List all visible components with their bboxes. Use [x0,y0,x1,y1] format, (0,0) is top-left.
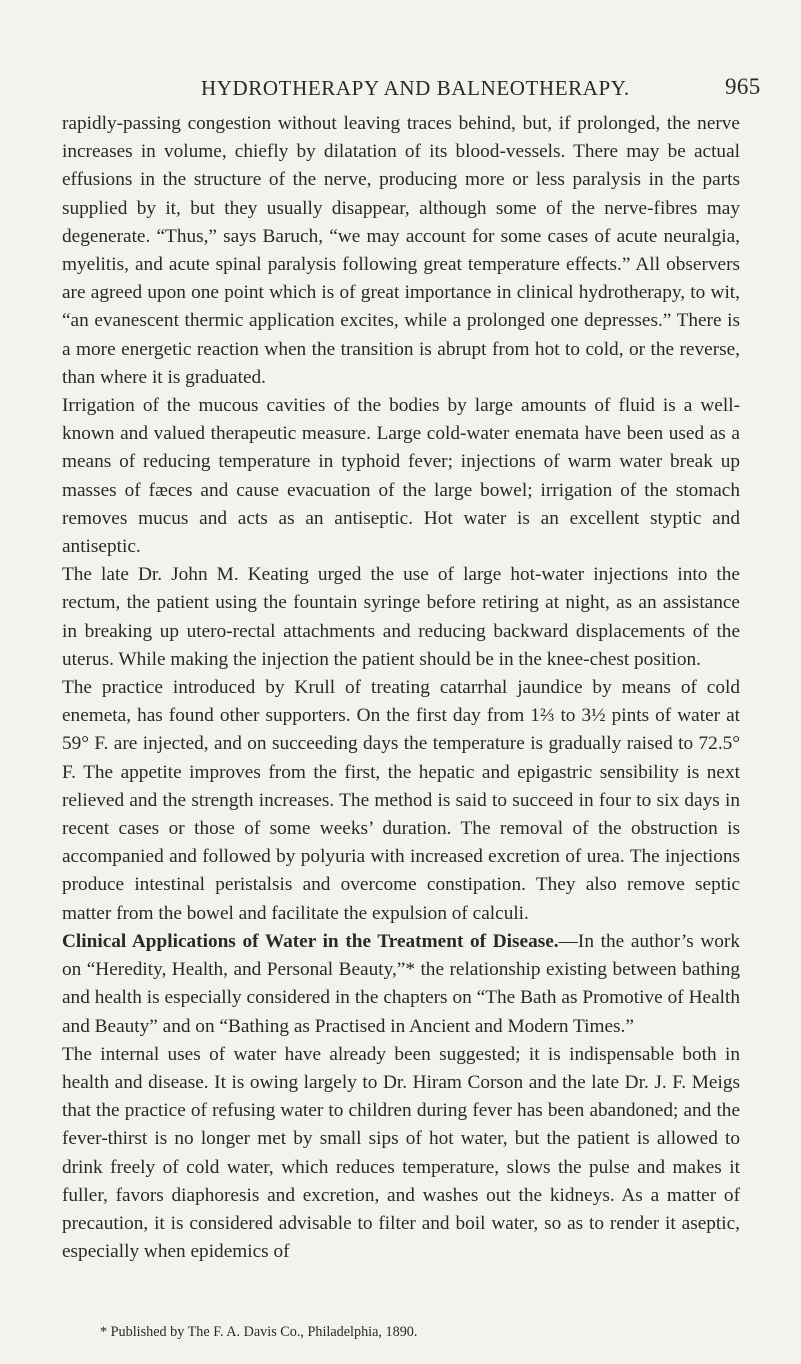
paragraph-keating: The late Dr. John M. Keating urged the use of large hot-water injections into the rectum, the patient using the fountain syringe before retiring at night, as an assistance in breaking up utero-rectal attachments and reducing backward displacements of the uterus. While making the injection the patient should be in the knee-chest position. [62,564,740,670]
body-text [62,110,740,1266]
paragraph-krull: The practice introduced by Krull of treating catarrhal jaundice by means of cold enemeta, has found other supporters. On the first day from 1⅔ to 3½ pints of water at 59° F. are injected, and on succeeding days the temperature is gradually raised to 72.5° F. The appetite improves from the first, the hepatic and epigastric sensibility is next relieved and the strength increases. The method is said to succeed in four to six days in recent cases or those of some weeks’ duration. The removal of the obstruction is accompanied and followed by polyuria with increased excretion of urea. The injections produce intestinal peristalsis and overcome constipation. They also remove septic matter from the bowel and facilitate the expulsion of calculi. [62,677,740,924]
footnote: * Published by The F. A. Davis Co., Philadelphia, 1890. [100,1324,418,1340]
page-number: 965 [725,74,761,99]
paragraph-irrigation: Irrigation of the mucous cavities of the bodies by large amounts of fluid is a well-known and valued therapeutic measure. Large cold-water enemata have been used as a means of reducing temperature in typhoid fever; injections of warm water break up masses of fæces and cause evacuation of the large bowel; irrigation of the stomach removes mucus and acts as an antiseptic. Hot water is an excellent styptic and antiseptic. [62,395,740,558]
running-head: HYDROTHERAPY AND BALNEOTHERAPY. [201,76,630,100]
section-heading: Clinical Applications of Water in the Treatment of Disease. [62,930,559,952]
paragraph-internal-uses: The internal uses of water have already been suggested; it is indispensable both in health and disease. It is owing largely to Dr. Hiram Corson and the late Dr. J. F. Meigs that the practice of refusing water to children during fever has been abandoned; and the fever-thirst is no longer met by small sips of hot water, but the patient is allowed to drink freely of cold water, which reduces temperature, slows the pulse and makes it fuller, favors diaphoresis and excretion, and washes out the kidneys. As a matter of precaution, it is considered advisable to filter and boil water, so as to render it aseptic, especially when epidemics of [62,1043,740,1263]
section-heading-text: —In the author’s work on “Heredity, Health, and Personal Beauty,”* the relationship existing between bathing and health is especially considered in the chapters on “The Bath as Promotive of Health and Beauty” and on “Bathing as Practised in Ancient and Modern Times.” [62,930,740,1037]
paragraph-clinical-applications [62,928,740,1041]
paragraph-nerve-congestion: rapidly-passing congestion without leaving traces behind, but, if prolonged, the nerve increases in volume, chiefly by dilatation of its blood-vessels. There may be actual effusions in the structure of the nerve, producing more or less paralysis in the parts supplied by it, but they usually disappear, although some of the nerve-fibres may degenerate. “Thus,” says Baruch, “we may account for some cases of acute neuralgia, myelitis, and acute spinal paralysis following great temperature effects.” All observers are agreed upon one point which is of great importance in clinical hydrotherapy, to wit, “an evanescent thermic application excites, while a prolonged one depresses.” There is a more energetic reaction when the transition is abrupt from hot to cold, or the reverse, than where it is graduated. [62,113,740,388]
